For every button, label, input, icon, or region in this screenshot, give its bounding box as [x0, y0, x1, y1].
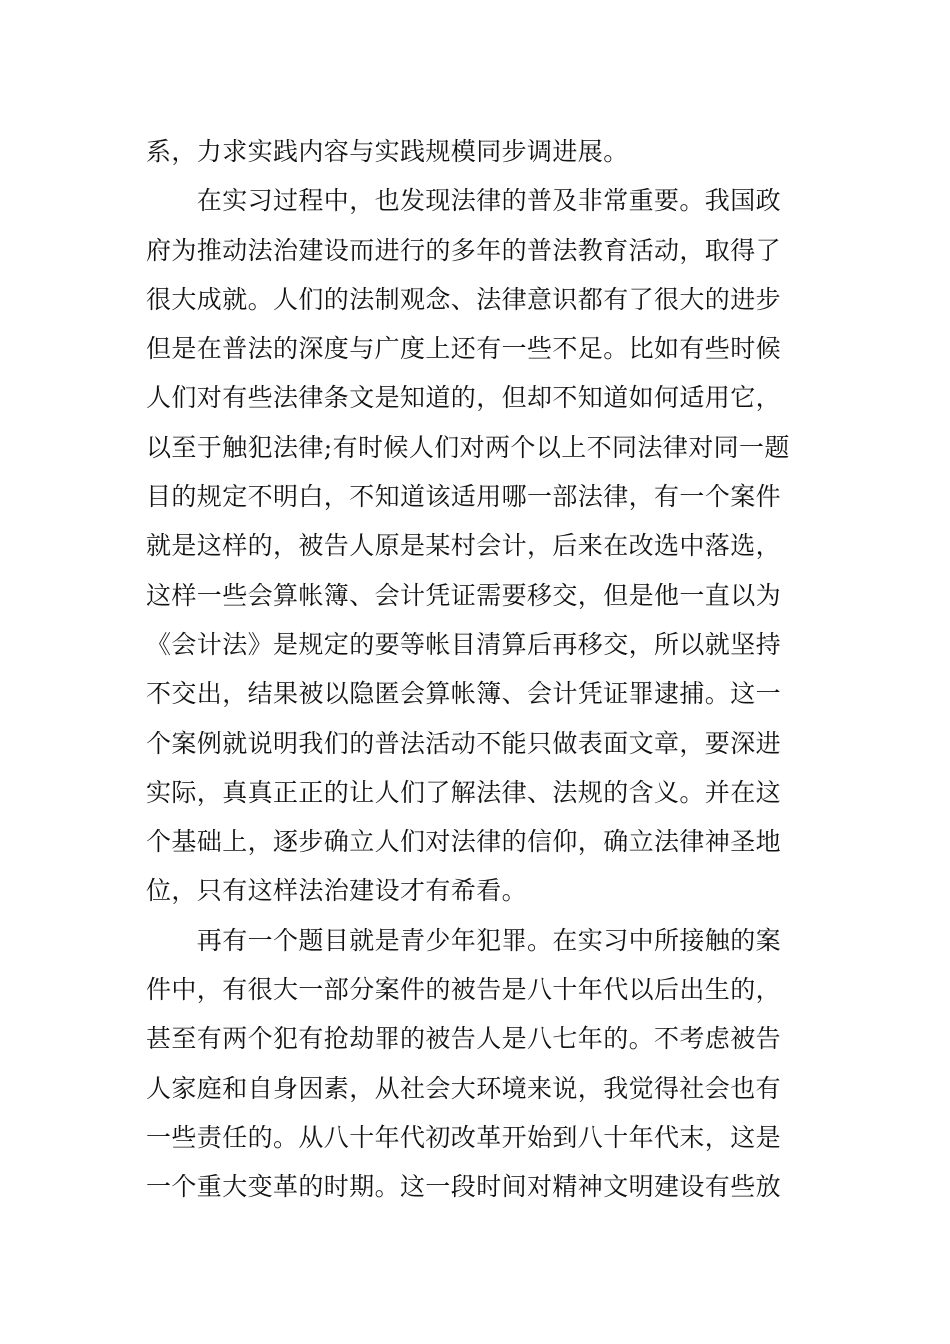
text-line: 人们对有些法律条文是知道的，但却不知道如何适用它，	[146, 383, 782, 413]
text-line: 个基础上，逐步确立人们对法律的信仰，确立法律神圣地	[146, 827, 782, 857]
text-line: 府为推动法治建设而进行的多年的普法教育活动，取得了	[146, 235, 782, 265]
body-text	[146, 127, 808, 1212]
text-line: 很大成就。人们的法制观念、法律意识都有了很大的进步	[146, 284, 782, 314]
text-line: 件中，有很大一部分案件的被告是八十年代以后出生的，	[146, 975, 782, 1005]
text-line: 一些责任的。从八十年代初改革开始到八十年代末，这是	[146, 1122, 782, 1152]
text-line: 再有一个题目就是青少年犯罪。在实习中所接触的案	[146, 925, 782, 955]
text-line: 不交出，结果被以隐匿会算帐簿、会计凭证罪逮捕。这一	[146, 679, 782, 709]
text-line: 个案例就说明我们的普法活动不能只做表面文章，要深进	[146, 728, 782, 758]
text-line: 甚至有两个犯有抢劫罪的被告人是八七年的。不考虑被告	[146, 1024, 782, 1054]
text-line: 系，力求实践内容与实践规模同步调进展。	[146, 137, 629, 166]
text-line: 在实习过程中，也发现法律的普及非常重要。我国政	[146, 186, 782, 216]
text-line: 《会计法》是规定的要等帐目清算后再移交，所以就坚持	[146, 629, 782, 659]
text-line: 但是在普法的深度与广度上还有一些不足。比如有些时候	[146, 334, 782, 364]
text-line: 位，只有这样法治建设才有希看。	[146, 876, 528, 906]
text-line: 一个重大变革的时期。这一段时间对精神文明建设有些放	[146, 1172, 782, 1202]
text-line: 人家庭和自身因素，从社会大环境来说，我觉得社会也有	[146, 1073, 782, 1103]
text-line: 目的规定不明白，不知道该适用哪一部法律，有一个案件	[146, 482, 782, 512]
text-line: 以至于触犯法律;有时候人们对两个以上不同法律对同一题	[146, 432, 790, 462]
text-line: 实际，真真正正的让人们了解法律、法规的含义。并在这	[146, 777, 782, 807]
text-line: 就是这样的，被告人原是某村会计，后来在改选中落选，	[146, 531, 782, 561]
text-line: 这样一些会算帐簿、会计凭证需要移交，但是他一直以为	[146, 580, 782, 610]
